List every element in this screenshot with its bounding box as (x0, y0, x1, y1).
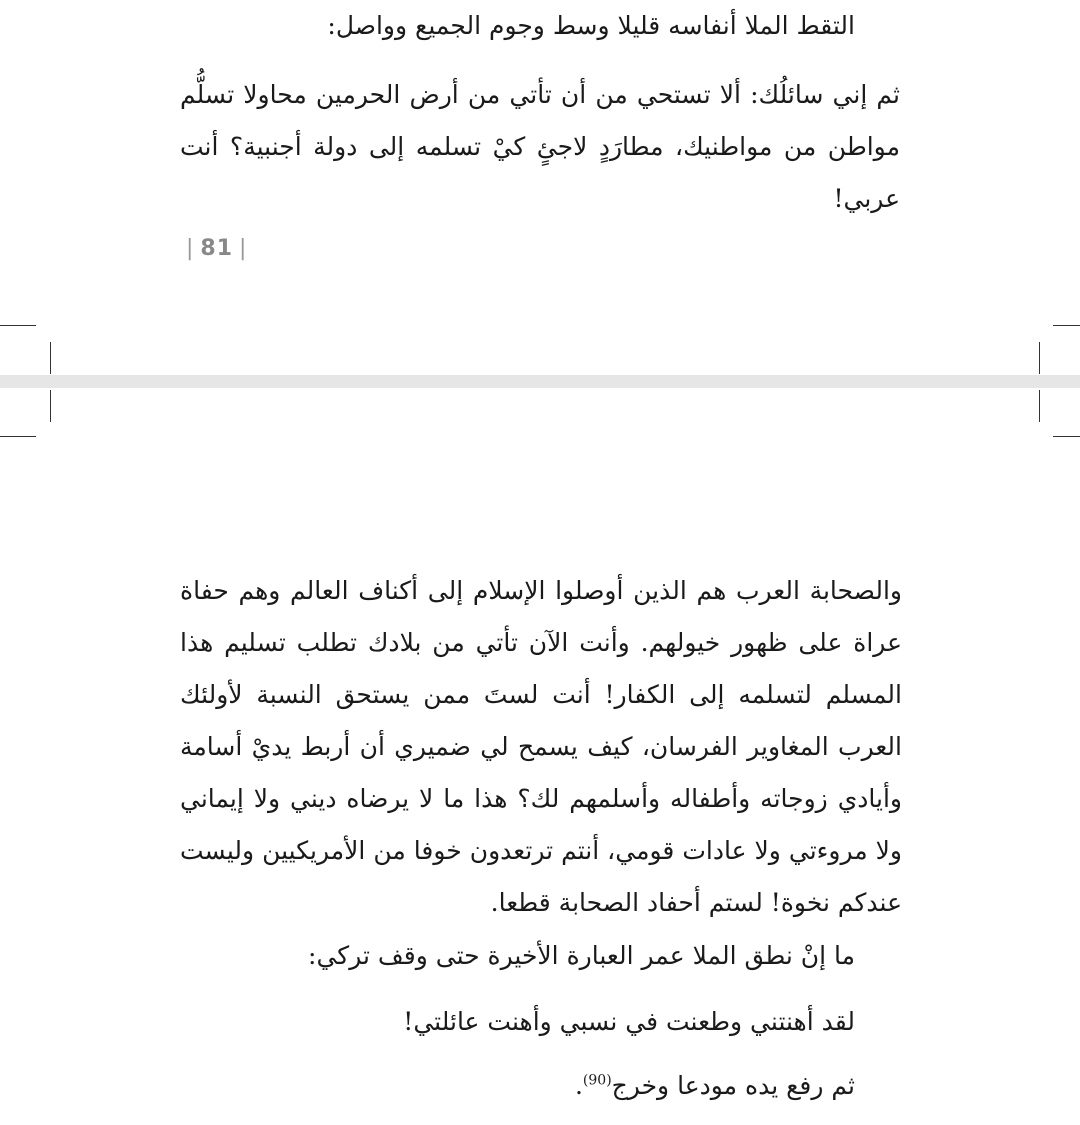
bottom-line-3 (155, 1060, 855, 1112)
crop-mark-vertical-top-left (50, 342, 51, 374)
bottom-line-3-end: . (574, 1071, 583, 1100)
bottom-line-1: ما إنْ نطق الملا عمر العبارة الأخيرة حتى وقف تركي: (308, 941, 855, 970)
page-number-value: 81 (200, 236, 234, 261)
page-gutter-band (0, 375, 1080, 388)
crop-mark-vertical-bottom-left (50, 390, 51, 422)
crop-mark-vertical-bottom-right (1039, 390, 1040, 422)
bottom-line-2: لقد أهنتني وطعنت في نسبي وأهنت عائلتي! (403, 1007, 855, 1036)
bottom-paragraph: والصحابة العرب هم الذين أوصلوا الإسلام إلى أكناف العالم وهم حفاة عراة على ظهور خيولهم. وأنت الآن تأتي من بلادك تطلب تسليم هذا المسلم لتسلمه إلى الكفار! أنت لستَ ممن يستحق النسبة لأولئك العرب المغاوير الفرسان، كيف يسمح لي ضميري أن أربط يديْ أسامة وأيادي زوجاته وأطفاله وأسلمهم لك؟ هذا ما لا يرضاه ديني ولا إيماني ولا مروءتي ولا عادات قومي، أنتم ترتعدون خوفا من الأمريكيين وليست عندكم نخوة! لستم أحفاد الصحابة قطعا. (180, 576, 902, 917)
page-number-bar-left: | (186, 236, 195, 261)
crop-mark-bottom-left (0, 436, 36, 437)
bottom-line-3-text: ثم رفع يده مودعا وخرج (611, 1071, 855, 1100)
crop-mark-bottom-right (1053, 436, 1080, 437)
crop-mark-top-left (0, 325, 36, 326)
crop-mark-vertical-top-right (1039, 342, 1040, 374)
footnote-reference[interactable]: (90) (582, 1072, 612, 1089)
crop-mark-top-right (1053, 325, 1080, 326)
top-opening-line: التقط الملا أنفاسه قليلا وسط وجوم الجميع وواصل: (327, 11, 855, 40)
page-number-bar-right: | (239, 236, 248, 261)
top-paragraph: ثم إني سائلُك: ألا تستحي من أن تأتي من أرض الحرمين محاولا تسلُّم مواطن من مواطنيك، مطارَدٍ لاجئٍ كيْ تسلمه إلى دولة أجنبية؟ أنت عربي! (180, 80, 900, 213)
page-number (180, 236, 253, 261)
